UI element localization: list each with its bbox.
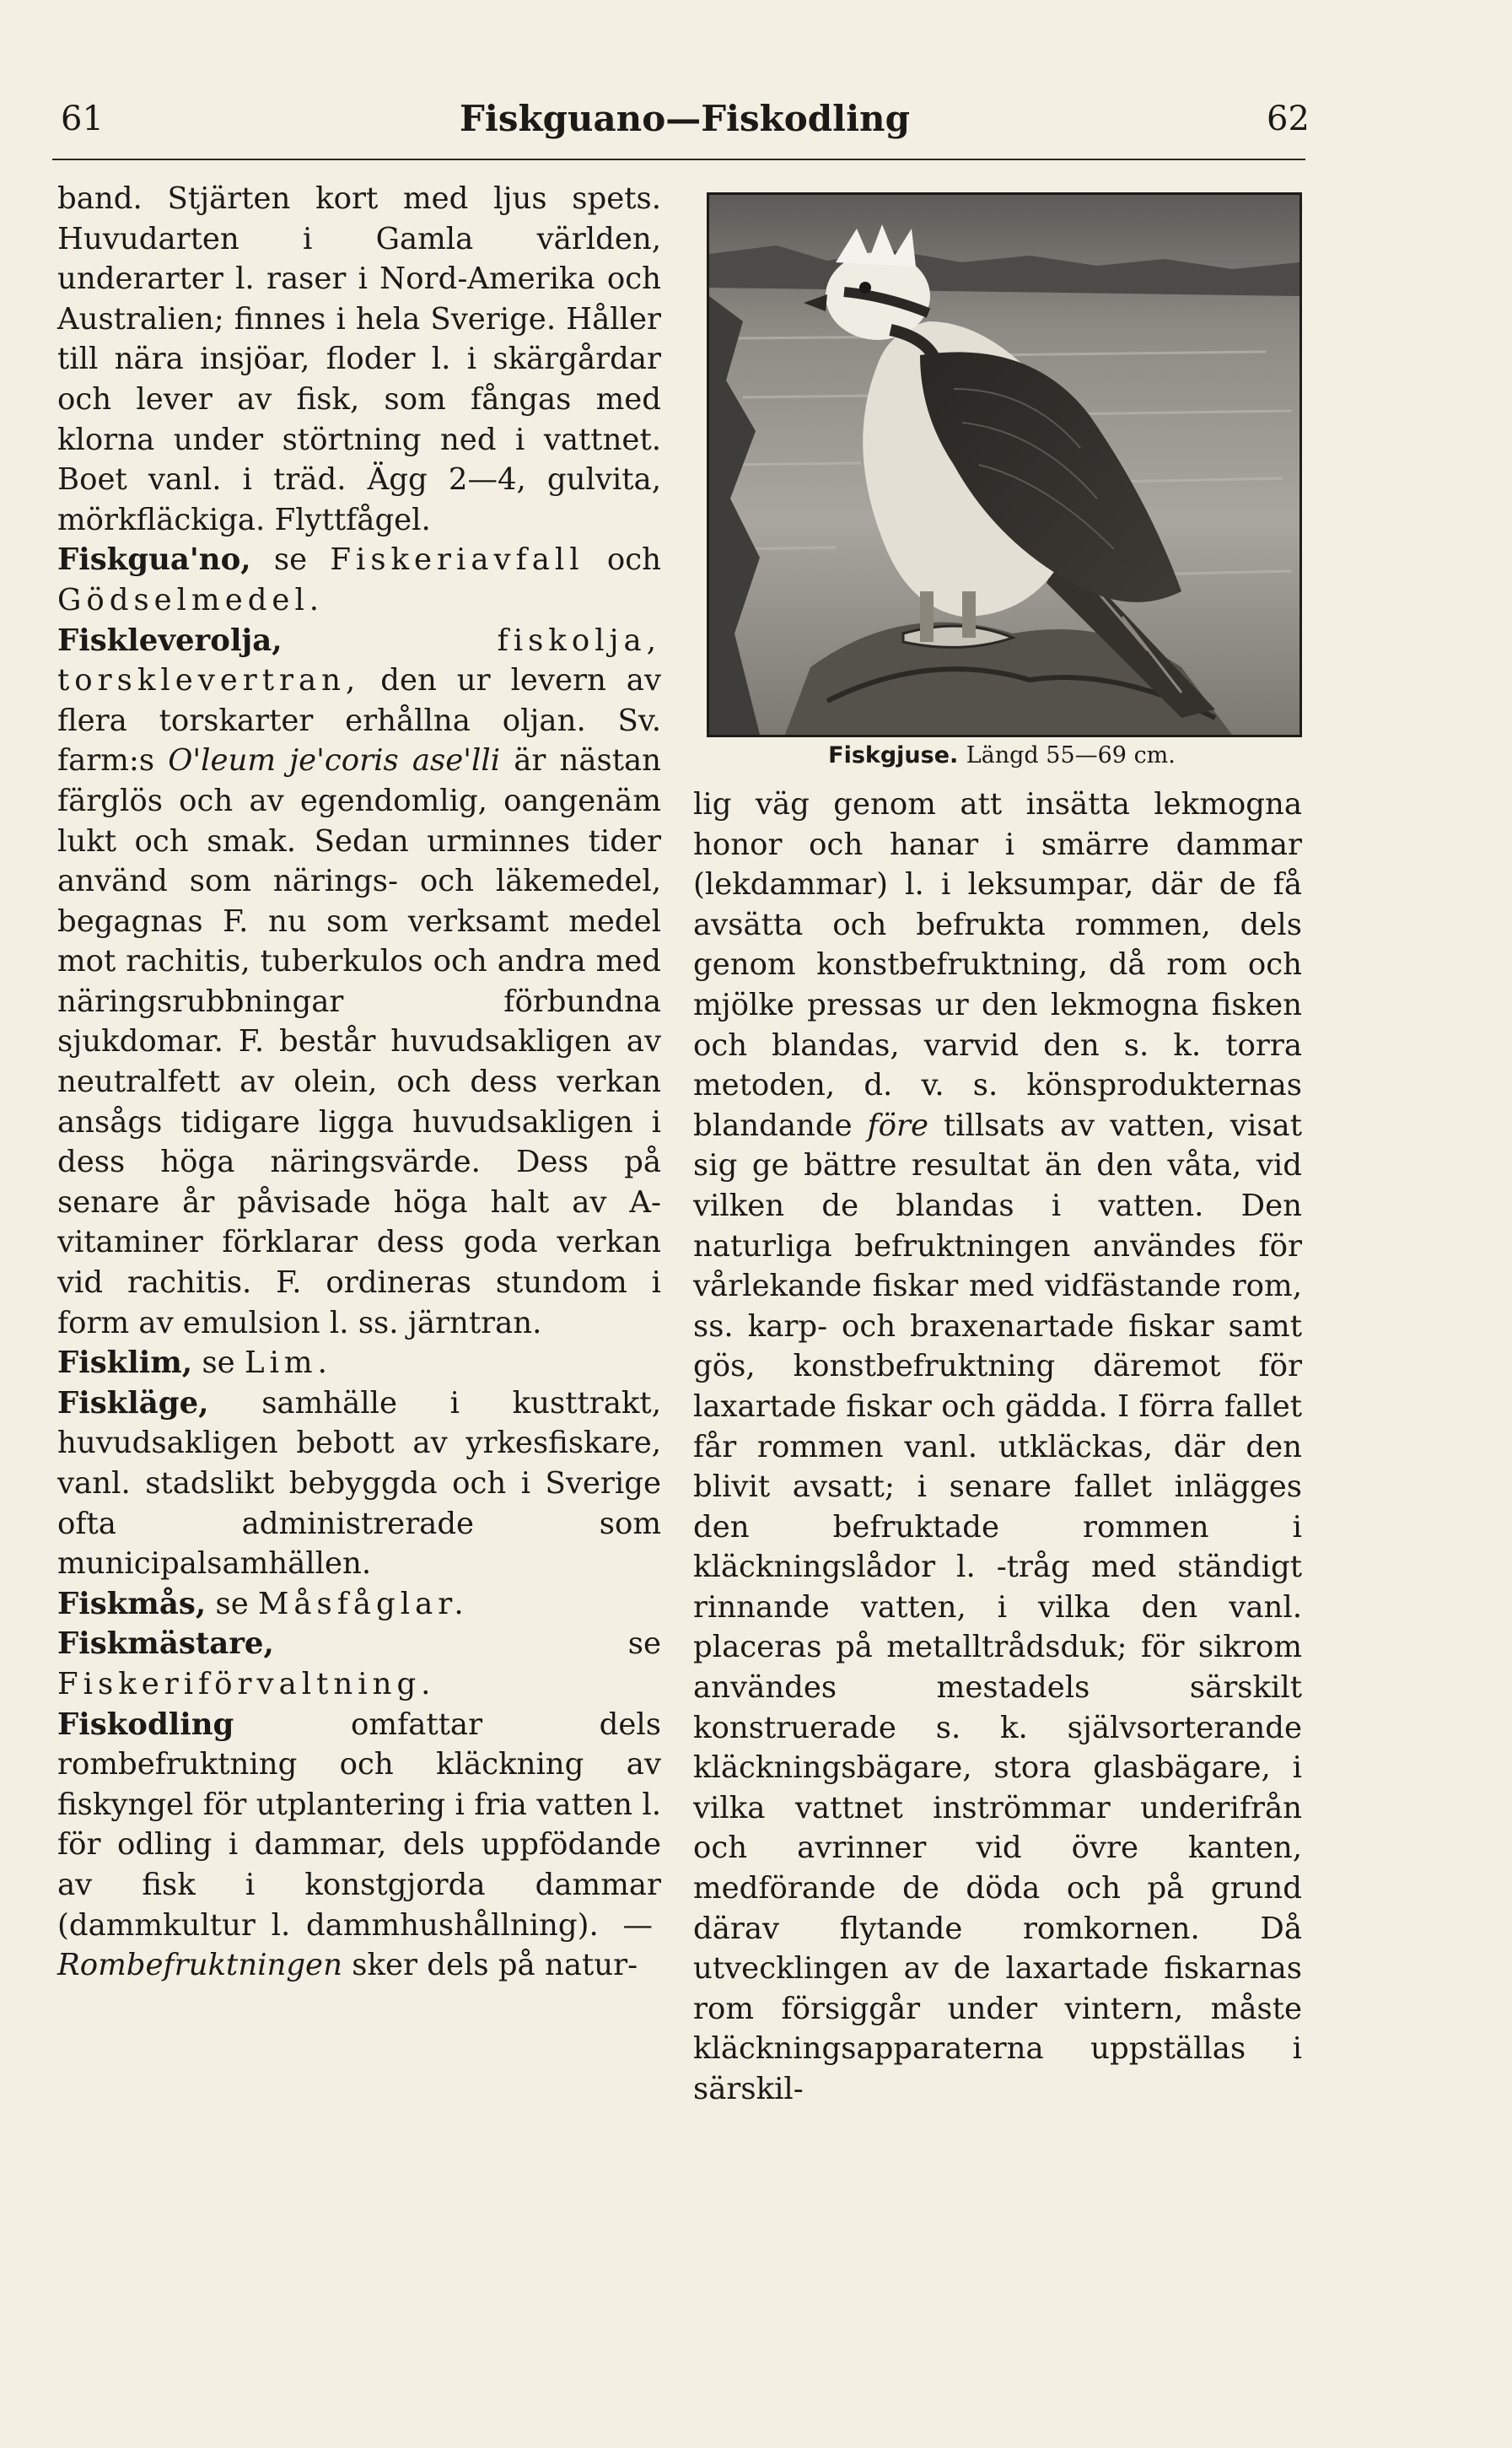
caption-name: Fiskgjuse.	[828, 742, 959, 768]
figure-caption	[707, 742, 1297, 768]
entry-fiskodling	[57, 1705, 661, 1986]
italic-term: Rombefruktningen	[57, 1948, 342, 1983]
cross-reference: Lim.	[245, 1345, 332, 1381]
entry-text: sker dels på natur-	[352, 1948, 638, 1983]
entry-fiskguano	[57, 540, 661, 620]
cross-reference: Måsfåglar.	[258, 1586, 469, 1621]
entry-fiskmastare	[57, 1624, 661, 1704]
see-word: se	[273, 542, 308, 578]
em-dash: —	[622, 1907, 653, 1943]
entry-continuation: band. Stjärten kort med ljus spets. Huvudarten i Gamla världen, underarter l. raser i Nord-Amerika och Australien; finnes i hela Sverige. Håller till nära insjöar, floder l. i skärgårdar och lever av fisk, som fångas med klorna under störtning ned i vattnet. Boet vanl. i träd. Ägg 2—4, gulvita, mörkfläckiga. Flyttfågel.	[57, 181, 661, 537]
header-rule	[52, 159, 1305, 160]
headword: Fiskläge,	[57, 1385, 209, 1421]
caption-length: Längd 55—69 cm.	[966, 742, 1176, 768]
headword: Fiskgua'no,	[57, 542, 251, 578]
cross-reference: Gödselmedel.	[57, 582, 325, 617]
entry-fisklage	[57, 1383, 661, 1584]
entry-text: omfattar dels rombefruktning och kläckning av fiskyngel för utplantering i fria vatten l. för odling i dammar, dels uppfödande av fisk i konstgjorda dammar (dammkultur l. dammhushållning).	[57, 1707, 661, 1943]
left-page-number: 61	[61, 100, 104, 138]
entry-text: är nästan färglös och av egendomlig, oangenäm lukt och smak. Sedan urminnes tider använd som närings- och läkemedel, begagnas F. nu som verksamt medel mot rachitis, tuberkulos och andra med näringsrubbningar förbundna sjukdomar. F. består huvudsakligen av neutralfett av olein, och dess verkan ansågs tidigare ligga huvudsakligen i dess höga näringsvärde. Dess på senare år påvisade höga halt av A-vitaminer förklarar dess goda verkan vid rachitis. F. ordineras stundom i form av emulsion l. ss. järntran.	[57, 743, 662, 1340]
entry-text: tillsats av vatten, visat sig ge bättre resultat än den våta, vid vilken de blandas i vatten. Den naturliga befruktningen användes för vårlekande fiskar med vidfästande rom, ss. karp- och braxenartade fiskar samt gös, konstbefruktning däremot för laxartade fiskar och gädda. I förra fallet får rommen vanl. utkläckas, där den blivit avsatt; i senare fallet inlägges den befruktade rommen i kläckningslådor l. -tråg med ständigt rinnande vatten, i vilka den vanl. placeras på metalltrådsduk; för sikrom användes mestadels särskilt konstruerade s. k. självsorterande kläckningsbägare, stora glasbägare, i vilka vattnet inströmmar underifrån och avrinner vid övre kanten, medförande de döda och på grund därav flytande romkornen. Då utvecklingen av de laxartade fiskarnas rom försiggår under vintern, måste kläckningsapparaterna uppställas i särskil-	[693, 1108, 1302, 2106]
osprey-illustration	[707, 192, 1302, 737]
see-word: se	[215, 1586, 249, 1621]
synonyms: fiskolja, torsklevertran,	[57, 623, 661, 698]
osprey-picture	[709, 195, 1299, 735]
conjunction: och	[606, 542, 661, 578]
right-page-number: 62	[1267, 100, 1310, 138]
running-title: Fiskguano—Fiskodling	[460, 98, 910, 139]
headword: Fiskmästare,	[57, 1626, 274, 1662]
see-word: se	[202, 1345, 235, 1381]
headword: Fiskmås,	[57, 1586, 207, 1621]
entry-text: samhälle i kusttrakt, huvudsakligen bebott av yrkesfiskare, vanl. stadslikt bebyggda och i Sverige ofta administrerade som municipalsamhällen.	[57, 1385, 661, 1582]
entry-fisklim	[57, 1343, 661, 1383]
entry-text: lig väg genom att insätta lekmogna honor och hanar i smärre dammar (lekdammar) l. i leksumpar, där de få avsätta och befrukta rommen, dels genom konstbefruktning, då rom och mjölke pressas ur den lekmogna fisken och blandas, varvid den s. k. torra metoden, d. v. s. könsprodukternas blandande	[693, 787, 1302, 1143]
see-word: se	[627, 1626, 661, 1662]
right-column	[693, 785, 1302, 2110]
entry-fiskodling-continued	[693, 785, 1302, 2110]
entry-fiskleverolja	[57, 621, 661, 1344]
cross-reference: Fiskeriavfall	[330, 542, 584, 578]
entry-text: den ur levern av flera torskarter erhållna oljan. Sv. farm:s	[57, 663, 661, 779]
latin-name: O'leum je'coris ase'lli	[168, 743, 501, 779]
headword: Fisklim,	[57, 1345, 193, 1381]
left-column	[57, 179, 661, 1986]
cross-reference: Fiskeriförvaltning.	[57, 1666, 436, 1701]
running-head	[52, 91, 1317, 150]
headword: Fiskleverolja,	[57, 623, 282, 658]
entry-fiskmas	[57, 1584, 661, 1625]
italic-term: före	[867, 1108, 928, 1143]
headword: Fiskodling	[57, 1707, 234, 1742]
